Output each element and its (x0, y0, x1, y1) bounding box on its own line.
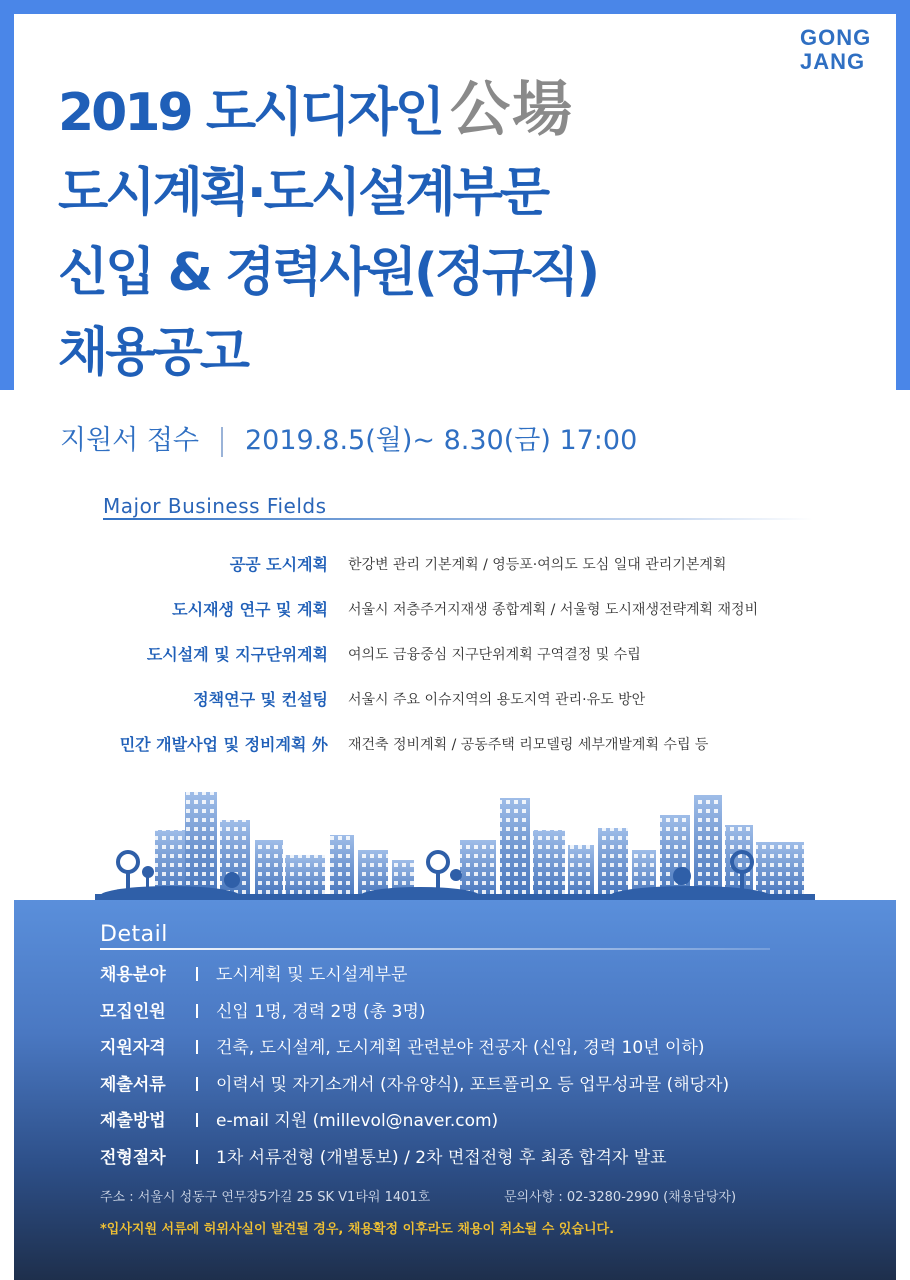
detail-label: 전형절차 (100, 1147, 166, 1168)
poster-title (58, 70, 597, 393)
detail-separator (196, 1113, 198, 1127)
title-year-text: 2019 도시디자인 (58, 83, 442, 143)
business-fields-header (103, 494, 813, 520)
field-desc: 여의도 금융중심 지구단위계획 구역결정 및 수립 (348, 647, 641, 663)
detail-value: 도시계획 및 도시설계부문 (216, 965, 408, 985)
field-desc: 한강변 관리 기본계획 / 영등포·여의도 도심 일대 관리기본계획 (348, 557, 727, 573)
detail-value: 건축, 도시설계, 도시계획 관련분야 전공자 (신입, 경력 10년 이하) (216, 1038, 705, 1058)
skyline-buildings (155, 792, 804, 902)
detail-underline (100, 948, 770, 950)
title-line-3: 신입 & 경력사원(정규직) (58, 243, 598, 303)
frame-top-border (0, 0, 910, 14)
detail-header (100, 922, 770, 947)
detail-section (14, 900, 896, 1280)
detail-label: 제출방법 (100, 1111, 166, 1131)
detail-label: 제출서류 (100, 1074, 166, 1095)
apply-divider (221, 427, 223, 457)
detail-value: 신입 1명, 경력 2명 (총 3명) (216, 1001, 426, 1022)
logo-line-1: GONG (800, 25, 872, 50)
detail-row (100, 1033, 729, 1070)
detail-list (100, 960, 729, 1179)
detail-separator (196, 967, 198, 981)
detail-separator (196, 1077, 198, 1091)
detail-row (100, 1143, 729, 1180)
business-fields-title: Major Business Fields (103, 494, 327, 518)
field-label: 민간 개발사업 및 정비계획 外 (119, 735, 328, 754)
detail-title: Detail (100, 922, 168, 947)
frame-right-border (896, 0, 910, 390)
detail-separator (196, 1004, 198, 1018)
title-line-2: 도시계획·도시설계부문 (58, 163, 548, 223)
detail-label: 모집인원 (100, 1001, 166, 1022)
field-desc: 재건축 정비계획 / 공동주택 리모델링 세부개발계획 수립 등 (348, 737, 709, 753)
detail-row (100, 960, 729, 997)
field-label: 도시설계 및 지구단위계획 (146, 645, 328, 664)
business-fields-underline (103, 518, 813, 520)
business-fields-list (0, 548, 910, 773)
logo-line-2: JANG (800, 49, 866, 74)
field-desc: 서울시 저층주거지재생 종합계획 / 서울형 도시재생전략계획 재정비 (348, 602, 759, 618)
title-hanja: 公場 (450, 75, 574, 145)
detail-row (100, 997, 729, 1034)
detail-row (100, 1070, 729, 1107)
detail-separator (196, 1150, 198, 1164)
frame-left-border (0, 0, 14, 390)
field-item (0, 548, 910, 582)
city-skyline-illustration (0, 780, 910, 902)
detail-separator (196, 1040, 198, 1054)
company-address: 주소 : 서울시 성동구 연무장5가길 25 SK V1타워 1401호 (100, 1190, 431, 1205)
detail-row (100, 1106, 729, 1143)
field-item (0, 683, 910, 717)
title-line-4: 채용공고 (58, 323, 247, 383)
detail-label: 채용분야 (100, 965, 166, 985)
detail-value: 1차 서류전형 (개별통보) / 2차 면접전형 후 최종 합격자 발표 (216, 1147, 667, 1168)
application-period (60, 418, 637, 457)
disclaimer-note: *입사지원 서류에 허위사실이 발견될 경우, 채용확정 이후라도 채용이 취소될 수 있습니다. (100, 1222, 615, 1237)
field-item (0, 638, 910, 672)
title-line-1 (58, 70, 597, 153)
detail-value: e-mail 지원 (millevol@naver.com) (216, 1111, 499, 1131)
apply-label: 지원서 접수 (60, 425, 199, 456)
contact-info: 문의사항 : 02-3280-2990 (채용담당자) (504, 1190, 737, 1205)
field-item (0, 593, 910, 627)
field-label: 정책연구 및 컨설팅 (193, 690, 328, 709)
field-desc: 서울시 주요 이슈지역의 용도지역 관리·유도 방안 (348, 692, 646, 708)
detail-value: 이력서 및 자기소개서 (자유양식), 포트폴리오 등 업무성과물 (해당자) (216, 1074, 730, 1095)
company-logo (800, 26, 871, 74)
apply-dates: 2019.8.5(월)~ 8.30(금) 17:00 (245, 425, 638, 456)
field-label: 공공 도시계획 (229, 555, 328, 574)
detail-label: 지원자격 (100, 1038, 166, 1058)
field-label: 도시재생 연구 및 계획 (172, 600, 328, 619)
field-item (0, 728, 910, 762)
